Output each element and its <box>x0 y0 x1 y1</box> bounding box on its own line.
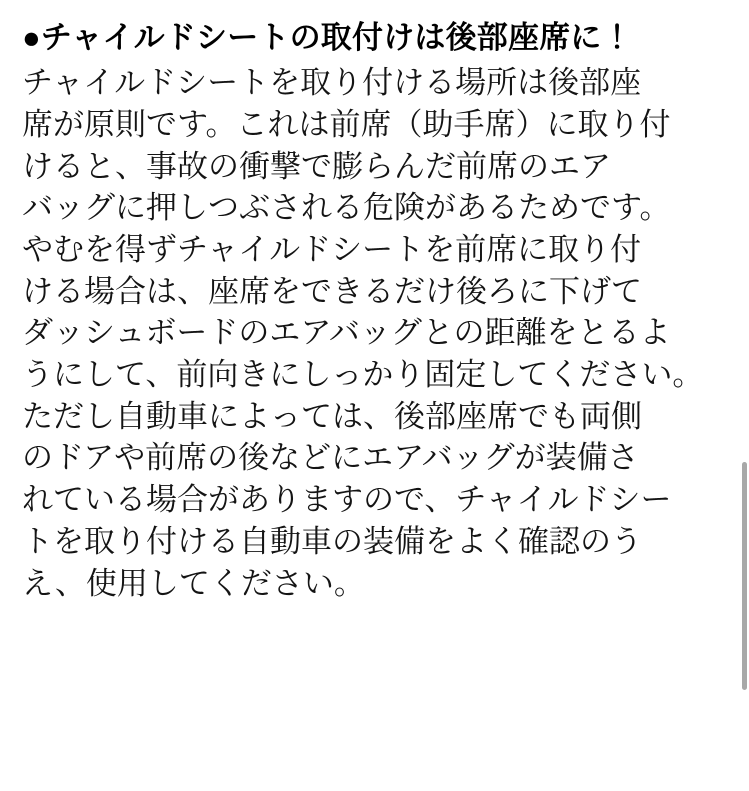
body-line: バッグに押しつぶされる危険があるためです。 <box>22 190 671 226</box>
body-line: れている場合がありますので、チャイルドシー <box>22 482 672 518</box>
body-line: トを取り付ける自動車の装備をよく確認のう <box>22 523 642 559</box>
body-line: けると、事故の衝撃で膨らんだ前席のエア <box>22 148 611 184</box>
scrollbar-thumb[interactable] <box>742 462 747 690</box>
body-line: チャイルドシートを取り付ける場所は後部座 <box>22 65 642 101</box>
body-line: ただし自動車によっては、後部座席でも両側 <box>22 398 642 434</box>
body-line: のドアや前席の後などにエアバッグが装備さ <box>22 440 639 476</box>
body-line: ダッシュボードのエアバッグとの距離をとるよ <box>22 315 671 351</box>
body-line: 席が原則です。これは前席（助手席）に取り付 <box>22 106 671 142</box>
page-title: ●チャイルドシートの取付けは後部座席に！ <box>22 20 633 55</box>
body-line: ける場合は、座席をできるだけ後ろに下げて <box>22 273 642 309</box>
body-line: え、使用してください。 <box>22 565 365 601</box>
body-line: やむを得ずチャイルドシートを前席に取り付 <box>22 232 642 268</box>
vertical-scrollbar[interactable] <box>742 0 749 791</box>
body-line: うにして、前向きにしっかり固定してください。 <box>22 357 704 393</box>
article-body <box>22 62 721 604</box>
